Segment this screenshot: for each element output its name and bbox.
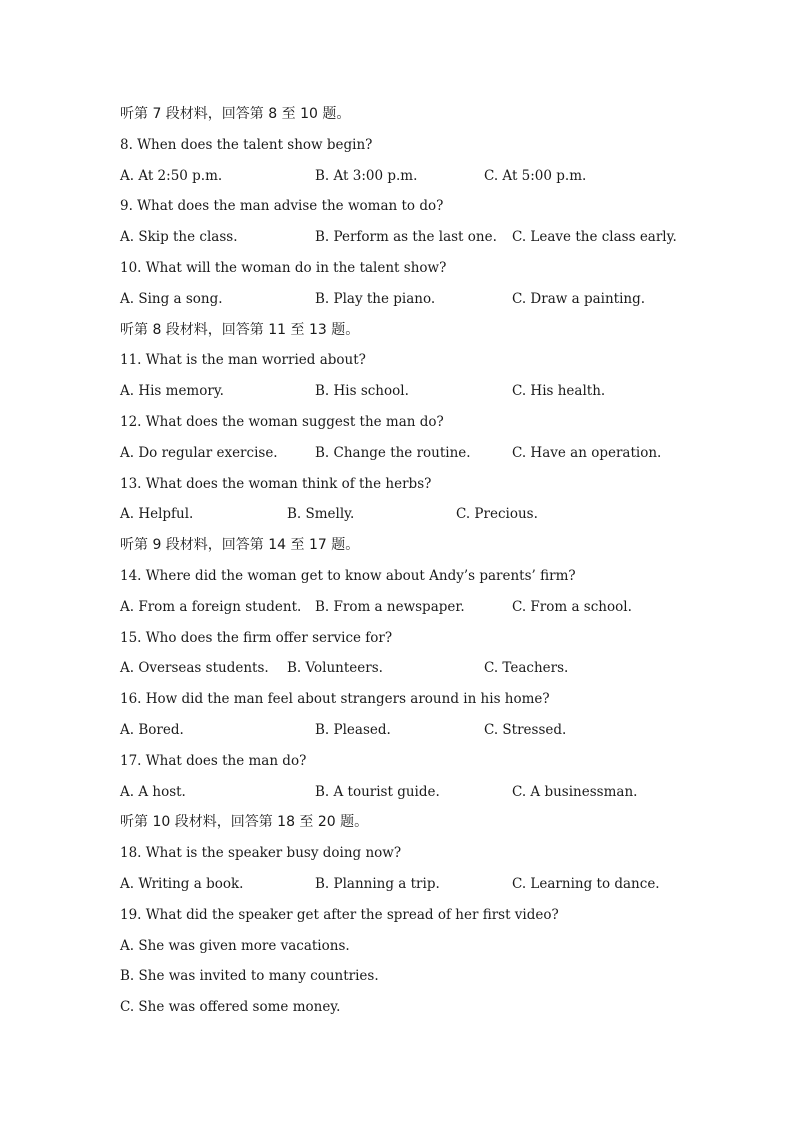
answer-options (120, 653, 720, 684)
answer-options (120, 592, 720, 623)
option-b: B. His school. (315, 383, 409, 400)
option-c: C. Stressed. (484, 721, 567, 738)
option-c: C. She was offered some money. (120, 999, 341, 1016)
option-a: A. Do regular exercise. (120, 444, 278, 461)
option-a: A. A host. (120, 783, 186, 800)
option-b: B. Planning a trip. (315, 875, 440, 892)
question-text: 16. How did the man feel about strangers around in his home? (120, 691, 550, 708)
option-a: A. His memory. (120, 383, 224, 400)
option-a: A. At 2:50 p.m. (120, 167, 223, 184)
answer-options (120, 869, 720, 900)
option-c: C. Have an operation. (512, 444, 662, 461)
section-heading: 听第 10 段材料，回答第 18 至 20 题。 (120, 814, 369, 831)
option-c: C. Precious. (456, 506, 538, 523)
question-text: 14. Where did the woman get to know about Andy’s parents’ firm? (120, 567, 576, 584)
question-text: 18. What is the speaker busy doing now? (120, 845, 402, 862)
question-text: 9. What does the man advise the woman to do? (120, 198, 444, 215)
answer-options (120, 284, 720, 315)
option-b: B. Play the piano. (315, 290, 436, 307)
question-text: 13. What does the woman think of the herbs? (120, 475, 432, 492)
section-heading: 听第 7 段材料，回答第 8 至 10 题。 (120, 106, 351, 122)
option-a: A. Skip the class. (120, 229, 238, 246)
answer-options (120, 222, 720, 253)
option-a: A. Sing a song. (120, 290, 223, 307)
option-c: C. Teachers. (484, 660, 569, 677)
option-b: B. From a newspaper. (315, 598, 465, 615)
option-c: C. A businessman. (512, 783, 638, 800)
exam-page (120, 99, 720, 1023)
option-a: A. Bored. (120, 721, 184, 738)
option-c: C. At 5:00 p.m. (484, 167, 587, 184)
answer-options (120, 161, 720, 192)
option-c: C. Leave the class early. (512, 229, 677, 246)
option-b: B. She was invited to many countries. (120, 968, 379, 985)
option-c: C. From a school. (512, 598, 632, 615)
option-c: C. His health. (512, 383, 606, 400)
option-a: A. Overseas students. (120, 660, 269, 677)
question-text: 10. What will the woman do in the talent show? (120, 259, 447, 276)
answer-options (120, 376, 720, 407)
question-text: 12. What does the woman suggest the man do? (120, 413, 444, 430)
option-b: B. A tourist guide. (315, 783, 440, 800)
question-text: 8. When does the talent show begin? (120, 136, 373, 153)
option-b: B. Perform as the last one. (315, 229, 497, 246)
option-c: C. Draw a painting. (512, 290, 646, 307)
option-b: B. At 3:00 p.m. (315, 167, 418, 184)
option-b: B. Volunteers. (287, 660, 383, 677)
question-text: 17. What does the man do? (120, 752, 307, 769)
question-text: 19. What did the speaker get after the spread of her first video? (120, 906, 559, 923)
option-a: A. Writing a book. (120, 875, 244, 892)
section-heading: 听第 9 段材料，回答第 14 至 17 题。 (120, 537, 360, 554)
answer-options (120, 715, 720, 746)
option-b: B. Smelly. (287, 506, 355, 523)
answer-options (120, 438, 720, 469)
question-text: 11. What is the man worried about? (120, 352, 366, 369)
option-b: B. Change the routine. (315, 444, 471, 461)
option-b: B. Pleased. (315, 721, 391, 738)
option-a: A. From a foreign student. (120, 598, 302, 615)
answer-options (120, 777, 720, 808)
option-a: A. Helpful. (120, 506, 194, 523)
section-heading: 听第 8 段材料，回答第 11 至 13 题。 (120, 321, 360, 338)
option-a: A. She was given more vacations. (120, 937, 350, 954)
option-c: C. Learning to dance. (512, 875, 660, 892)
question-text: 15. Who does the firm offer service for? (120, 629, 393, 646)
answer-options (120, 499, 720, 530)
